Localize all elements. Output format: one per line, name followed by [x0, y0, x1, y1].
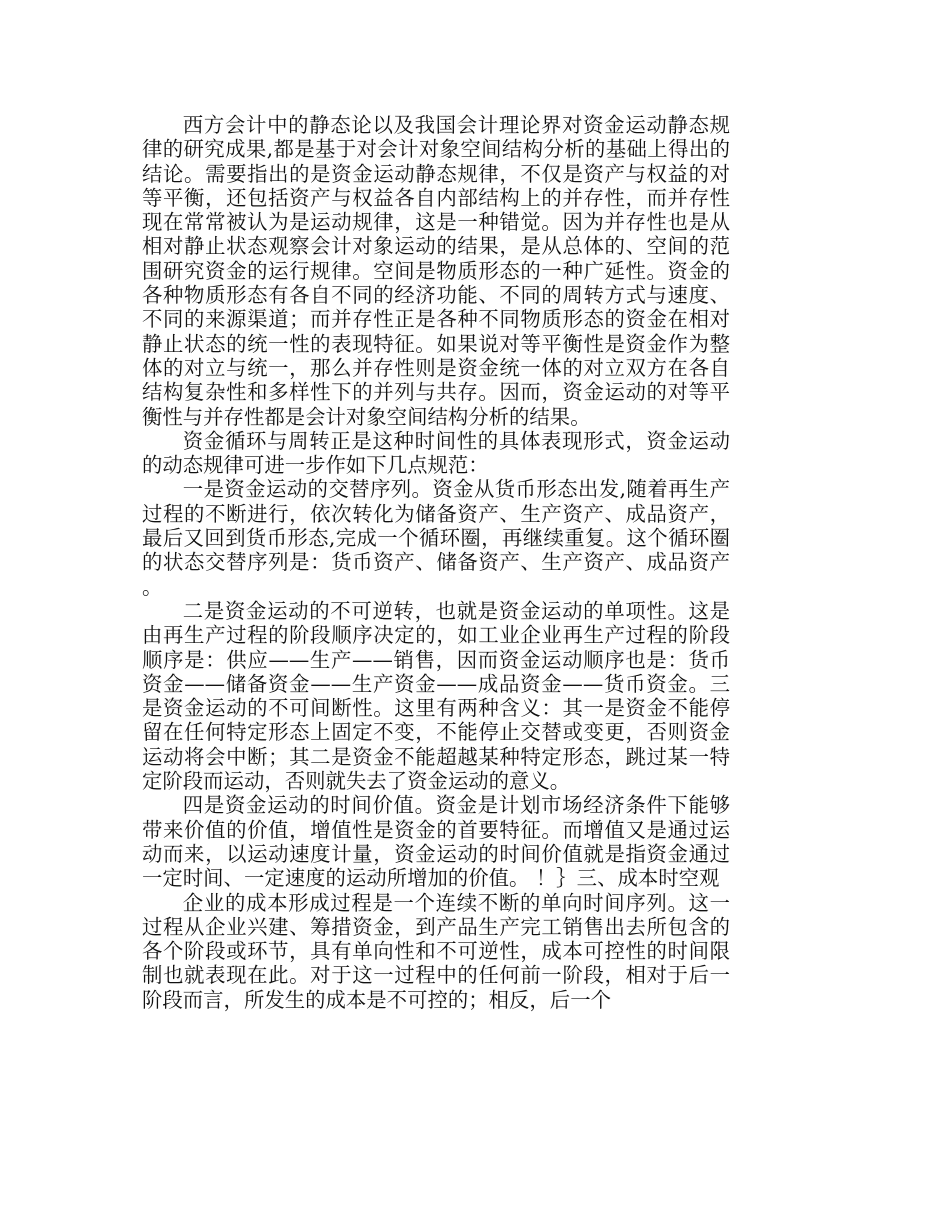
paragraph-time-value: 四是资金运动的时间价值。资金是计划市场经济条件下能够带来价值的价值，增值性是资金的首要特征。而增值又是通过运动而来，以运动速度计量，资金运动的时间价值就是指资金通过一定时间、一定速度的运动所增加的价值。 ！｝三、成本时空观	[142, 793, 730, 891]
paragraph-cost-time-sequence: 企业的成本形成过程是一个连续不断的单向时间序列。这一过程从企业兴建、筹措资金，到产品生产完工销售出去所包含的各个阶段或环节，具有单向性和不可逆性，成本可控性的时间限制也就表现在此。对于这一过程中的任何前一阶段，相对于后一阶段而言，所发生的成本是不可控的；相反，后一个	[142, 890, 730, 1012]
document-body	[142, 113, 730, 1012]
paragraph-alternating-sequence: 一是资金运动的交替序列。资金从货币形态出发,随着再生产过程的不断进行，依次转化为储备资产、生产资产、成品资产，最后又回到货币形态,完成一个循环圈，再继续重复。这个循环圈的状态交替序列是：货币资产、储备资产、生产资产、成品资产。	[142, 477, 730, 599]
paragraph-irreversibility: 二是资金运动的不可逆转，也就是资金运动的单项性。这是由再生产过程的阶段顺序决定的，如工业企业再生产过程的阶段顺序是：供应——生产——销售，因而资金运动顺序也是：货币资金——储备资金——生产资金——成品资金——货币资金。三是资金运动的不可间断性。这里有两种含义：其一是资金不能停留在任何特定形态上固定不变，不能停止交替或变更，否则资金运动将会中断；其二是资金不能超越某种特定形态，跳过某一特定阶段而运动，否则就失去了资金运动的意义。	[142, 598, 730, 794]
paragraph-static-equilibrium: 西方会计中的静态论以及我国会计理论界对资金运动静态规律的研究成果,都是基于对会计对象空间结构分析的基础上得出的结论。需要指出的是资金运动静态规律，不仅是资产与权益的对等平衡，还包括资产与权益各自内部结构上的并存性，而并存性现在常常被认为是运动规律，这是一种错觉。因为并存性也是从相对静止状态观察会计对象运动的结果，是从总体的、空间的范围研究资金的运行规律。空间是物质形态的一种广延性。资金的各种物质形态有各自不同的经济功能、不同的周转方式与速度、不同的来源渠道；而并存性正是各种不同物质形态的资金在相对静止状态的统一性的表现特征。如果说对等平衡性是资金作为整体的对立与统一，那么并存性则是资金统一体的对立双方在各自结构复杂性和多样性下的并列与共存。因而，资金运动的对等平衡性与并存性都是会计对象空间结构分析的结果。	[142, 113, 730, 429]
paragraph-capital-cycle: 资金循环与周转正是这种时间性的具体表现形式，资金运动的动态规律可进一步作如下几点规范：	[142, 428, 730, 478]
